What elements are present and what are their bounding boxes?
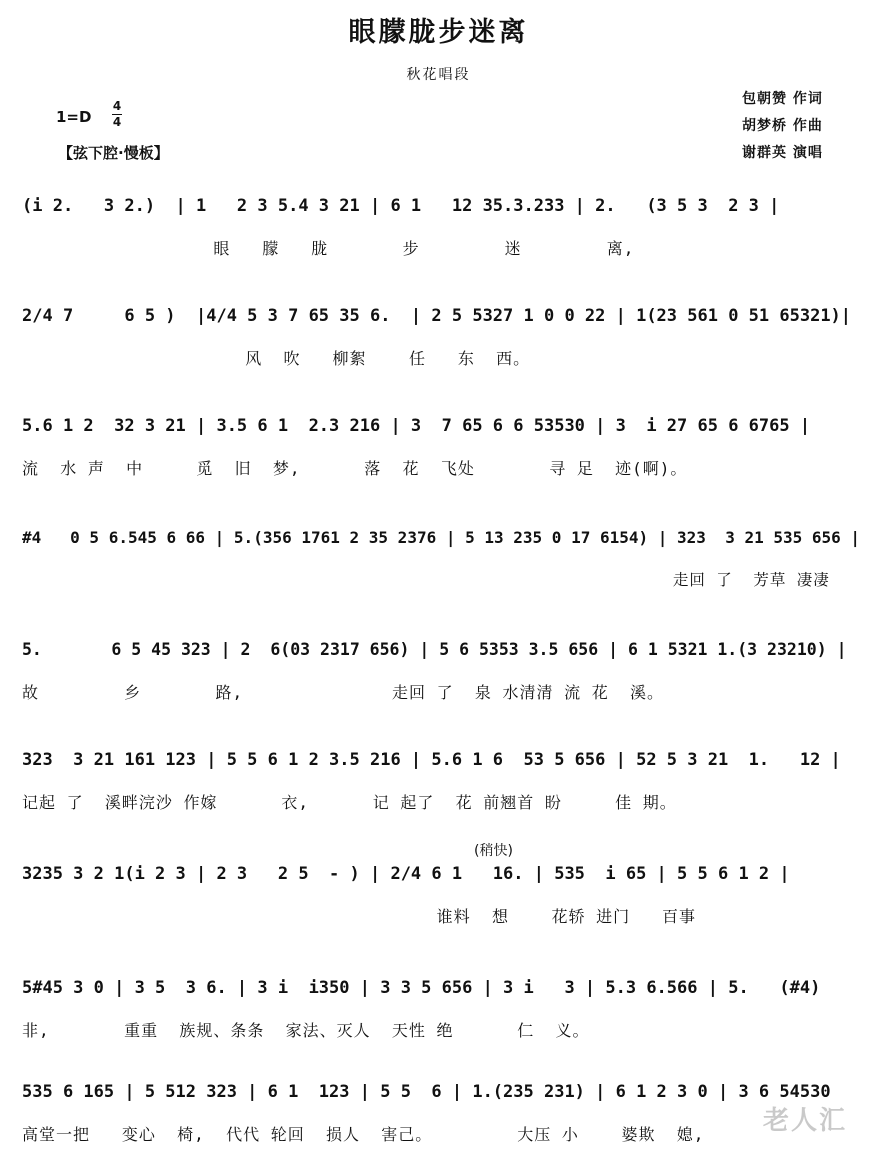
staff-line-4	[0, 528, 877, 598]
notes: 5#45 3 0 | 3 5 3 6. | 3 i i350 | 3 3 5 656 | 3 i 3 | 5.3 6.566 | 5. (#4)	[22, 978, 821, 998]
page-title: 眼朦胧步迷离	[348, 17, 529, 48]
watermark: 老人汇	[762, 1106, 847, 1136]
credit-singer: 谢群英 演唱	[742, 145, 823, 161]
lyrics: 高堂一把 变心 椅, 代代 轮回 损人 害己。 大压 小 婆欺 媳,	[22, 1125, 747, 1144]
notes: 5.6 1 2 32 3 21 | 3.5 6 1 2.3 216 | 3 7 65 6 6 53530 | 3 i 27 65 6 6765 |	[22, 416, 811, 436]
mode-label: 【弦下腔·慢板】	[58, 144, 169, 162]
lyrics: 记起 了 溪畔浣沙 作嫁 衣, 记 起了 花 前翘首 盼 佳 期。	[22, 793, 762, 812]
notes: 535 6 165 | 5 512 323 | 6 1 123 | 5 5 6 | 1.(235 231) | 6 1 2 3 0 | 3 6 54530	[22, 1082, 831, 1102]
notes: 2/4 7 6 5 ) |4/4 5 3 7 65 35 6. | 2 5 5327 1 0 0 22 | 1(23 561 0 51 65321)|	[22, 306, 852, 326]
staff-line-7	[0, 864, 877, 934]
lyrics: 风 吹 柳絮 任 东 西。	[22, 349, 786, 368]
tempo-mark: (稍快)	[474, 843, 513, 859]
credits	[742, 86, 823, 167]
notes: 3235 3 2 1(i 2 3 | 2 3 2 5 - ) | 2/4 6 1 16. | 535 i 65 | 5 5 6 1 2 |	[22, 864, 790, 884]
lyrics: 非, 重重 族规、条条 家法、灭人 天性 绝 仁 义。	[22, 1021, 771, 1040]
staff-line-1	[0, 196, 877, 266]
credit-lyricist: 包朝赞 作词	[742, 91, 823, 107]
staff-line-9	[0, 1082, 877, 1152]
staff-line-2	[0, 306, 877, 376]
notes: 5. 6 5 45 323 | 2 6(03 2317 656) | 5 6 5353 3.5 656 | 6 1 5321 1.(3 23210) |	[22, 640, 847, 659]
staff-line-8	[0, 978, 877, 1048]
notes: (i 2. 3 2.) | 1 2 3 5.4 3 21 | 6 1 12 35.3.233 | 2. (3 5 3 2 3 |	[22, 196, 780, 216]
lyrics: 走回 了 芳草 凄凄	[22, 571, 861, 589]
staff-line-3	[0, 416, 877, 486]
staff-line-5	[0, 640, 877, 710]
key-signature: 1=D	[56, 108, 92, 126]
notes: 323 3 21 161 123 | 5 5 6 1 2 3.5 216 | 5.6 1 6 53 5 656 | 52 5 3 21 1. 12 |	[22, 750, 841, 770]
lyrics: 谁料 想 花轿 进门 百事	[22, 907, 792, 926]
notes: #4 0 5 6.545 6 66 | 5.(356 1761 2 35 2376 | 5 13 235 0 17 6154) | 323 3 21 535 656 |	[22, 528, 861, 547]
time-bottom: 4	[112, 115, 122, 129]
time-signature	[112, 100, 122, 129]
lyrics: 故 乡 路, 走回 了 泉 水清清 流 花 溪。	[22, 683, 750, 702]
credit-composer: 胡梦桥 作曲	[742, 118, 823, 134]
lyrics: 眼 朦 胧 步 迷 离,	[22, 239, 805, 258]
time-top: 4	[112, 99, 122, 113]
lyrics: 流 水 声 中 觅 旧 梦, 落 花 飞处 寻 足 迹(啊)。	[22, 459, 752, 478]
page-subtitle: 秋花唱段	[406, 67, 471, 83]
staff-line-6	[0, 750, 877, 820]
